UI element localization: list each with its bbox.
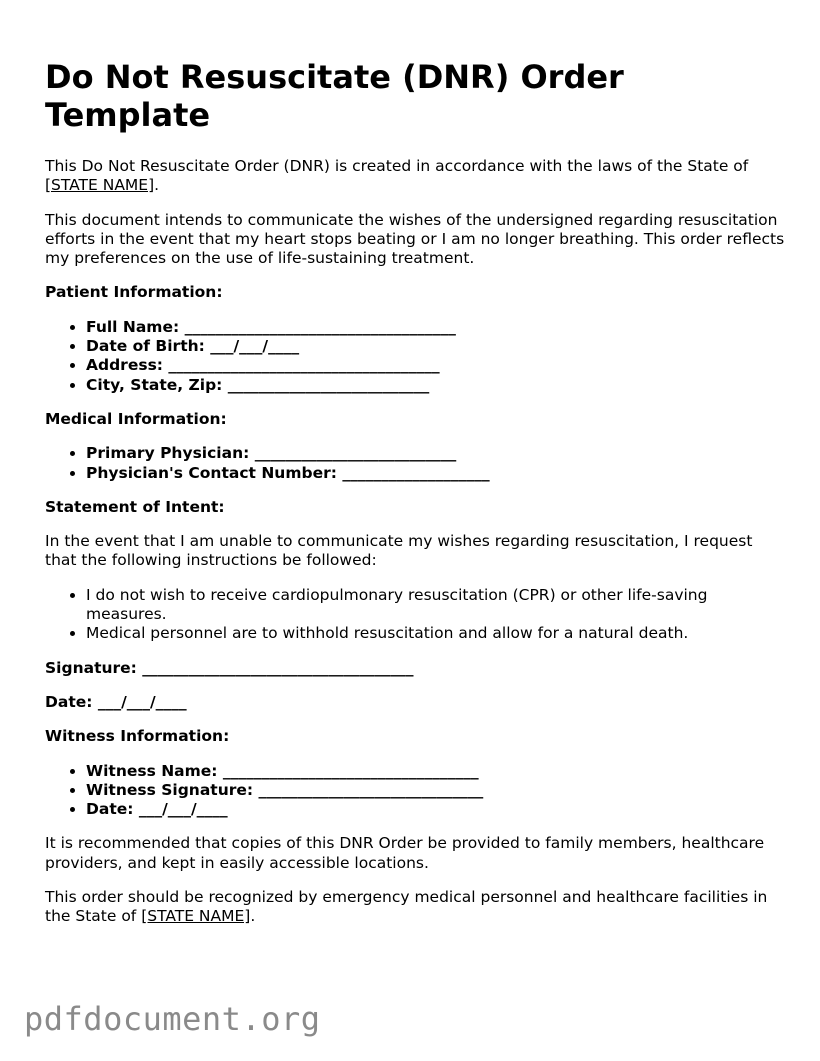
witness-signature-label: Witness Signature:: [86, 780, 254, 799]
intent-item-natural-death: • Medical personnel are to withhold resuscitation and allow for a natural death.: [86, 624, 785, 643]
medical-info-list: [45, 444, 785, 483]
full-name-field[interactable]: ___________________________________: [184, 317, 456, 336]
intent-heading: Statement of Intent:: [45, 497, 225, 516]
address-label: Address:: [86, 356, 163, 375]
address-field[interactable]: ___________________________________: [168, 356, 440, 375]
recommendation-paragraph: It is recommended that copies of this DNR Order be provided to family members, healthcare providers, and kept in easily accessible locations.: [45, 834, 765, 872]
physician-label: Primary Physician:: [86, 444, 250, 463]
list-item-address: [86, 356, 785, 375]
list-item-full-name: [86, 318, 785, 337]
contact-label: Physician's Contact Number:: [86, 463, 337, 482]
closing-paragraph: [45, 888, 785, 927]
physician-field[interactable]: __________________________: [254, 444, 457, 463]
list-item-witness-signature: [86, 781, 785, 800]
signature-field[interactable]: ___________________________________: [142, 658, 414, 677]
document-title: Do Not Resuscitate (DNR) Order Template: [45, 58, 624, 134]
purpose-paragraph: This document intends to communicate the wishes of the undersigned regarding resuscitation efforts in the event that my heart stops beating or I am no longer breathing. This order reflects my preferences on the use of life-sustaining treatment.: [45, 210, 785, 268]
dob-field[interactable]: ___/___/____: [210, 337, 300, 356]
patient-info-list: [45, 318, 785, 395]
witness-signature-field[interactable]: _____________________________: [258, 780, 484, 799]
date-field[interactable]: ___/___/____: [97, 692, 187, 711]
closing-period: .: [250, 907, 256, 926]
intent-list: [45, 586, 785, 644]
dob-label: Date of Birth:: [86, 337, 205, 356]
witness-date-label: Date:: [86, 800, 134, 819]
state-name-placeholder: [STATE NAME]: [45, 176, 155, 195]
witness-name-label: Witness Name:: [86, 761, 218, 780]
witness-info-heading: Witness Information:: [45, 727, 230, 746]
intent-item-cpr: • I do not wish to receive cardiopulmonary resuscitation (CPR) or other life-saving measures.: [86, 586, 785, 625]
city-label: City, State, Zip:: [86, 375, 223, 394]
intro-period: .: [154, 176, 160, 195]
watermark: pdfdocument.org: [24, 1000, 321, 1038]
medical-info-heading: Medical Information:: [45, 409, 227, 428]
list-item-dob: [86, 337, 785, 356]
document-page: [45, 58, 785, 942]
intro-text: This Do Not Resuscitate Order (DNR) is created in accordance with the laws of the State of: [45, 157, 749, 175]
date-row: [45, 693, 785, 712]
list-item-contact: [86, 464, 785, 483]
full-name-label: Full Name:: [86, 317, 180, 336]
list-item-city: [86, 376, 785, 395]
patient-info-heading: Patient Information:: [45, 283, 223, 302]
witness-name-field[interactable]: _________________________________: [222, 761, 479, 780]
date-label: Date:: [45, 692, 93, 711]
contact-field[interactable]: ___________________: [342, 463, 490, 482]
signature-label: Signature:: [45, 658, 137, 677]
city-field[interactable]: __________________________: [227, 375, 430, 394]
signature-row: [45, 659, 785, 678]
list-item-witness-date: [86, 800, 785, 819]
intro-paragraph: [45, 157, 785, 196]
closing-state-name-placeholder: [STATE NAME]: [141, 907, 251, 926]
list-item-witness-name: [86, 762, 785, 781]
intent-paragraph: In the event that I am unable to communicate my wishes regarding resuscitation, I request that the following instructions be followed:: [45, 532, 753, 570]
witness-date-field[interactable]: ___/___/____: [138, 800, 228, 819]
list-item-physician: [86, 444, 785, 463]
closing-text: This order should be recognized by emergency medical personnel and healthcare facilities in the State of: [45, 888, 768, 926]
witness-info-list: [45, 762, 785, 820]
